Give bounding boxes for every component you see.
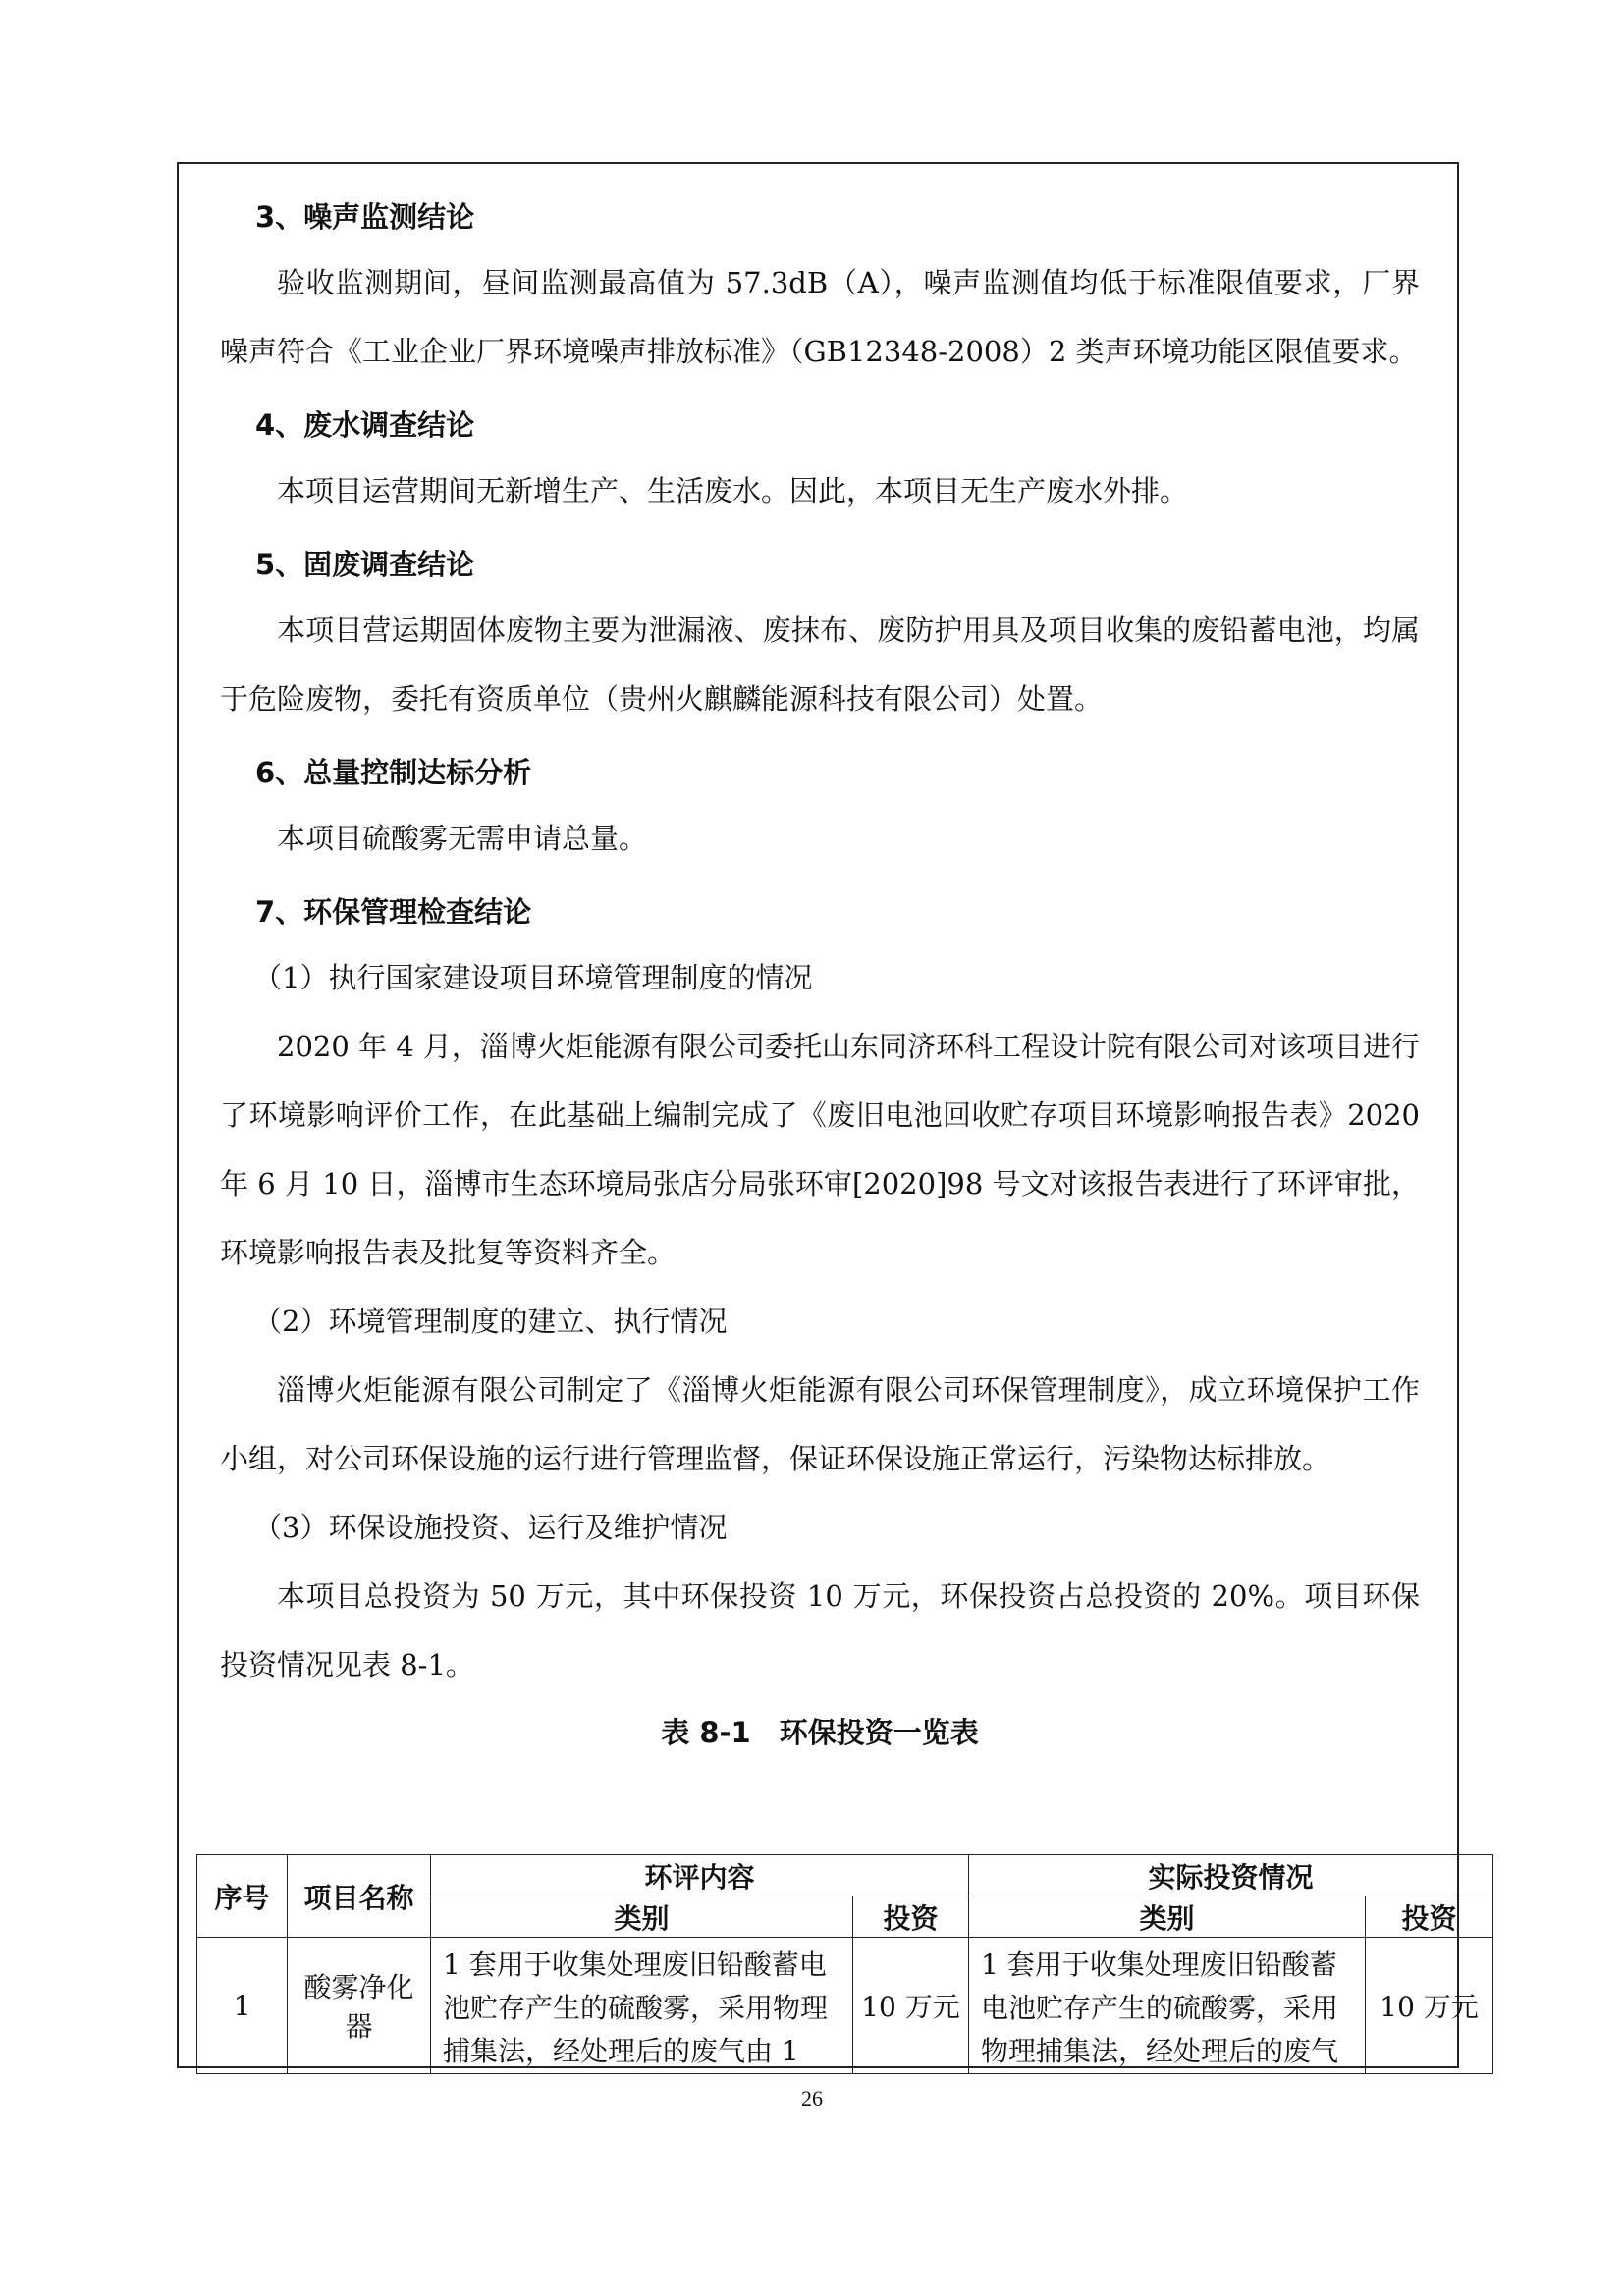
section-heading: 7、环保管理检查结论 <box>255 895 532 929</box>
paragraph: 本项目运营期间无新增生产、生活废水。因此，本项目无生产废水外排。 <box>277 474 1189 507</box>
header-actual: 实际投资情况 <box>969 1855 1493 1896</box>
cell-actual-investment: 10 万元 <box>1366 1938 1493 2074</box>
subheading: （3）环保设施投资、运行及维护情况 <box>253 1511 728 1544</box>
table-caption: 表 8-1 环保投资一览表 <box>661 1716 979 1749</box>
paragraph: 淄博火炬能源有限公司制定了《淄博火炬能源有限公司环保管理制度》，成立环境保护工作小组，对公司环保设施的运行进行管理监督，保证环保设施正常运行，污染物达标排放。 <box>220 1373 1420 1475</box>
paragraph: 2020 年 4 月，淄博火炬能源有限公司委托山东同济环科工程设计院有限公司对该项目进行了环境影响评价工作，在此基础上编制完成了《废旧电池回收贮存项目环境影响报告表》2020 年 6 月 10 日，淄博市生态环境局张店分局张环审[2020]98 号文对该报告表进行了环评审批，环境影响报告表及批复等资料齐全。 <box>220 1030 1420 1269</box>
subheading: （2）环境管理制度的建立、执行情况 <box>253 1305 728 1338</box>
header-eia-category: 类别 <box>431 1896 853 1938</box>
page-number: 26 <box>801 2086 823 2110</box>
header-eia: 环评内容 <box>431 1855 969 1896</box>
paragraph: 验收监测期间，昼间监测最高值为 57.3dB（A），噪声监测值均低于标准限值要求，厂界噪声符合《工业企业厂界环境噪声排放标准》（GB12348-2008）2 类声环境功能区限值要求。 <box>220 266 1420 368</box>
section-heading: 4、废水调查结论 <box>255 408 475 442</box>
subheading: （1）执行国家建设项目环境管理制度的情况 <box>253 961 813 994</box>
section-heading: 3、噪声监测结论 <box>255 200 475 234</box>
header-item: 项目名称 <box>288 1855 431 1938</box>
header-actual-category: 类别 <box>969 1896 1366 1938</box>
document-body <box>220 184 1420 1750</box>
header-eia-investment: 投资 <box>853 1896 969 1938</box>
section-heading: 5、固废调查结论 <box>255 548 475 581</box>
document-frame <box>177 162 1479 2068</box>
cell-seq: 1 <box>197 1938 288 2074</box>
header-actual-investment: 投资 <box>1366 1896 1493 1938</box>
investment-table <box>196 1854 1493 2074</box>
cell-item: 酸雾净化器 <box>288 1938 431 2074</box>
cell-eia-investment: 10 万元 <box>853 1938 969 2074</box>
header-seq: 序号 <box>197 1855 288 1938</box>
cell-eia-category: 1 套用于收集处理废旧铅酸蓄电池贮存产生的硫酸雾，采用物理捕集法，经处理后的废气由 1 <box>431 1938 853 2074</box>
paragraph: 本项目营运期固体废物主要为泄漏液、废抹布、废防护用具及项目收集的废铅蓄电池，均属于危险废物，委托有资质单位（贵州火麒麟能源科技有限公司）处置。 <box>220 614 1420 716</box>
paragraph: 本项目总投资为 50 万元，其中环保投资 10 万元，环保投资占总投资的 20%。项目环保投资情况见表 8-1。 <box>220 1579 1420 1682</box>
section-heading: 6、总量控制达标分析 <box>255 756 532 789</box>
cell-actual-category: 1 套用于收集处理废旧铅酸蓄电池贮存产生的硫酸雾，采用物理捕集法，经处理后的废气 <box>969 1938 1366 2074</box>
paragraph: 本项目硫酸雾无需申请总量。 <box>277 822 648 855</box>
table-row <box>197 1938 1493 2074</box>
